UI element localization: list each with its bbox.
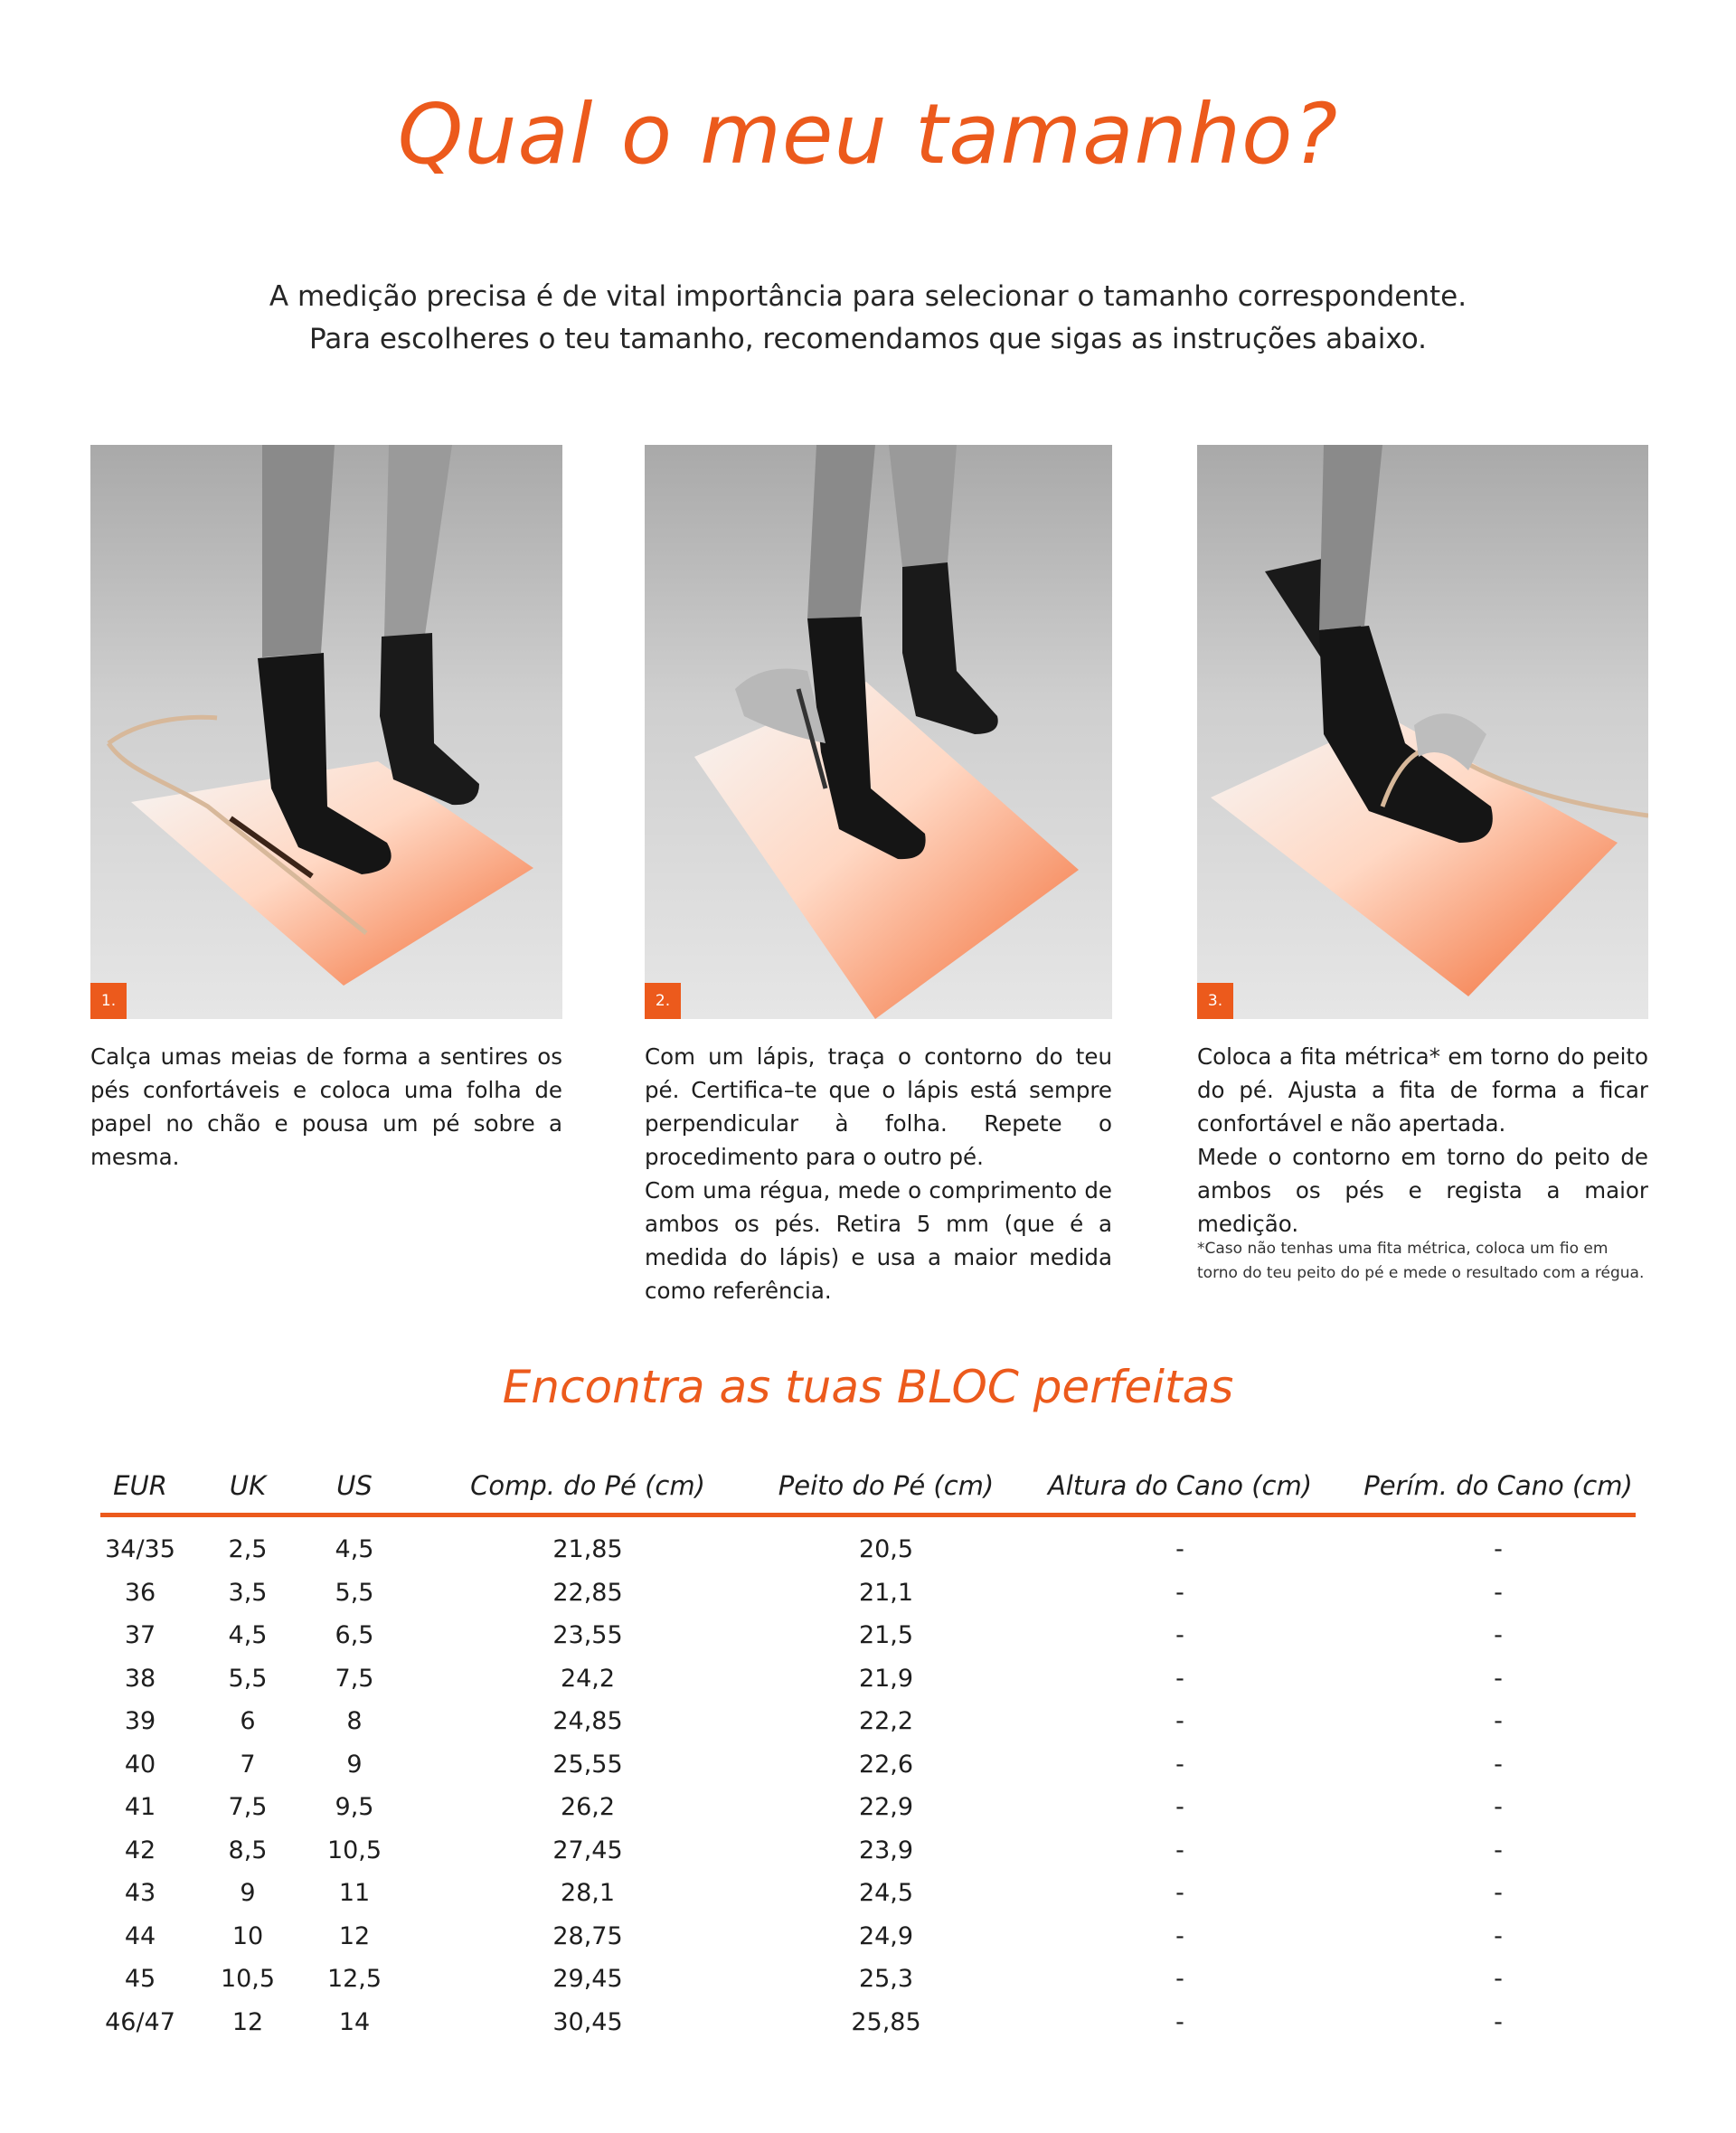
cell-us: 12,5 (326, 1965, 382, 1993)
cell-instep: 24,5 (858, 1879, 914, 1907)
cell-shaft-perimeter: - (1494, 2007, 1503, 2036)
step-2-text-1: Com um lápis, traça o contorno do teu pé. Certifica–te que o lápis está sempre perpendicular à folha. Repete o procedimento para o outro pé. (645, 1043, 1112, 1170)
cell-foot-length: 22,85 (552, 1578, 623, 1607)
table-row (0, 1528, 1736, 1571)
cell-instep: 22,9 (858, 1793, 914, 1821)
step-2-text-2: Com uma régua, mede o comprimento de ambos os pés. Retira 5 mm (que é a medida do lápis) e usa a maior medida como referência. (645, 1177, 1112, 1304)
cell-shaft-height: - (1175, 1921, 1184, 1950)
header-instep: Peito do Pé (cm) (778, 1470, 995, 1501)
cell-uk: 10 (231, 1921, 264, 1950)
cell-uk: 12 (231, 2007, 264, 2036)
cell-shaft-height: - (1175, 1965, 1184, 1993)
cell-shaft-height: - (1175, 2007, 1184, 2036)
cell-uk: 10,5 (220, 1965, 276, 1993)
cell-shaft-perimeter: - (1494, 1879, 1503, 1907)
cell-shaft-height: - (1175, 1750, 1184, 1779)
cell-uk: 5,5 (228, 1664, 268, 1693)
cell-eur: 34/35 (105, 1535, 175, 1563)
cell-us: 10,5 (326, 1836, 382, 1864)
size-table-title: Encontra as tuas BLOC perfeitas (502, 1361, 1234, 1413)
cell-foot-length: 23,55 (552, 1621, 623, 1649)
cell-shaft-height: - (1175, 1664, 1184, 1693)
cell-shaft-perimeter: - (1494, 1921, 1503, 1950)
header-eur: EUR (113, 1470, 167, 1501)
cell-eur: 42 (124, 1836, 156, 1864)
cell-eur: 41 (124, 1793, 156, 1821)
step-3-illustration (1197, 445, 1648, 1019)
cell-us: 12 (338, 1921, 371, 1950)
cell-shaft-height: - (1175, 1578, 1184, 1607)
header-shaft-perimeter: Perím. do Cano (cm) (1363, 1470, 1633, 1501)
cell-foot-length: 28,1 (560, 1879, 616, 1907)
cell-foot-length: 24,2 (560, 1664, 616, 1693)
cell-us: 8 (346, 1707, 363, 1735)
cell-shaft-perimeter: - (1494, 1750, 1503, 1779)
cell-uk: 7 (240, 1750, 256, 1779)
cell-uk: 7,5 (228, 1793, 268, 1821)
cell-shaft-perimeter: - (1494, 1965, 1503, 1993)
table-row (0, 1571, 1736, 1615)
size-table-header (0, 1463, 1736, 1508)
cell-instep: 22,6 (858, 1750, 914, 1779)
table-row (0, 1958, 1736, 2001)
cell-instep: 21,9 (858, 1664, 914, 1693)
cell-instep: 25,3 (858, 1965, 914, 1993)
cell-foot-length: 21,85 (552, 1535, 623, 1563)
cell-shaft-perimeter: - (1494, 1535, 1503, 1563)
cell-foot-length: 24,85 (552, 1707, 623, 1735)
cell-eur: 40 (124, 1750, 156, 1779)
cell-eur: 43 (124, 1879, 156, 1907)
cell-shaft-height: - (1175, 1879, 1184, 1907)
step-1-illustration (90, 445, 562, 1019)
cell-foot-length: 25,55 (552, 1750, 623, 1779)
table-row (0, 1915, 1736, 1958)
table-row (0, 1700, 1736, 1743)
header-foot-length: Comp. do Pé (cm) (470, 1470, 705, 1501)
cell-shaft-height: - (1175, 1707, 1184, 1735)
cell-eur: 45 (124, 1965, 156, 1993)
cell-us: 11 (338, 1879, 371, 1907)
table-row (0, 1614, 1736, 1657)
cell-instep: 23,9 (858, 1836, 914, 1864)
step-2-caption (645, 1040, 1112, 1307)
cell-us: 5,5 (335, 1578, 374, 1607)
step-2-illustration (645, 445, 1112, 1019)
cell-uk: 2,5 (228, 1535, 268, 1563)
step-2-badge: 2. (645, 983, 681, 1019)
table-row (0, 1872, 1736, 1915)
table-row (0, 1829, 1736, 1873)
cell-us: 9,5 (335, 1793, 374, 1821)
cell-instep: 20,5 (858, 1535, 914, 1563)
step-3-caption (1197, 1040, 1648, 1241)
cell-uk: 8,5 (228, 1836, 268, 1864)
cell-eur: 44 (124, 1921, 156, 1950)
cell-shaft-perimeter: - (1494, 1793, 1503, 1821)
cell-instep: 24,9 (858, 1921, 914, 1950)
cell-shaft-height: - (1175, 1836, 1184, 1864)
cell-uk: 4,5 (228, 1621, 268, 1649)
header-uk: UK (229, 1470, 267, 1501)
table-row (0, 1743, 1736, 1787)
cell-eur: 46/47 (105, 2007, 175, 2036)
table-row (0, 1657, 1736, 1701)
step-1-caption (90, 1040, 562, 1174)
cell-shaft-perimeter: - (1494, 1621, 1503, 1649)
cell-us: 7,5 (335, 1664, 374, 1693)
cell-foot-length: 29,45 (552, 1965, 623, 1993)
table-row (0, 2001, 1736, 2044)
cell-us: 4,5 (335, 1535, 374, 1563)
step-1-photo (90, 445, 562, 1019)
cell-foot-length: 27,45 (552, 1836, 623, 1864)
cell-instep: 21,5 (858, 1621, 914, 1649)
size-table-rule (100, 1513, 1636, 1517)
cell-shaft-perimeter: - (1494, 1707, 1503, 1735)
table-row (0, 1786, 1736, 1829)
step-3-text-1: Coloca a fita métrica* em torno do peito do pé. Ajusta a fita de forma a ficar confortável e não apertada. (1197, 1043, 1648, 1137)
cell-uk: 3,5 (228, 1578, 268, 1607)
cell-eur: 37 (124, 1621, 156, 1649)
step-2-photo (645, 445, 1112, 1019)
cell-shaft-height: - (1175, 1793, 1184, 1821)
cell-foot-length: 28,75 (552, 1921, 623, 1950)
page-title: Qual o meu tamanho? (397, 86, 1339, 183)
cell-eur: 39 (124, 1707, 156, 1735)
step-3-footnote: *Caso não tenhas uma fita métrica, coloca um fio em torno do teu peito do pé e mede o resultado com a régua. (1197, 1240, 1645, 1282)
cell-shaft-perimeter: - (1494, 1664, 1503, 1693)
cell-us: 6,5 (335, 1621, 374, 1649)
header-us: US (336, 1470, 373, 1501)
cell-shaft-perimeter: - (1494, 1578, 1503, 1607)
intro-text (0, 276, 1736, 361)
cell-us: 14 (338, 2007, 371, 2036)
cell-instep: 25,85 (851, 2007, 921, 2036)
cell-foot-length: 30,45 (552, 2007, 623, 2036)
intro-line-2: Para escolheres o teu tamanho, recomendamos que sigas as instruções abaixo. (308, 323, 1428, 355)
cell-eur: 38 (124, 1664, 156, 1693)
cell-instep: 22,2 (858, 1707, 914, 1735)
cell-shaft-height: - (1175, 1535, 1184, 1563)
cell-uk: 9 (240, 1879, 256, 1907)
header-shaft-height: Altura do Cano (cm) (1047, 1470, 1313, 1501)
step-3-text-2: Mede o contorno em torno do peito de ambos os pés e regista a maior medição. (1197, 1144, 1648, 1237)
intro-line-1: A medição precisa é de vital importância para selecionar o tamanho correspondente. (269, 280, 1467, 313)
cell-eur: 36 (124, 1578, 156, 1607)
cell-foot-length: 26,2 (560, 1793, 616, 1821)
step-3-photo (1197, 445, 1648, 1019)
size-table-body (0, 1528, 1736, 2043)
cell-us: 9 (346, 1750, 363, 1779)
cell-shaft-height: - (1175, 1621, 1184, 1649)
cell-instep: 21,1 (858, 1578, 914, 1607)
step-1-text: Calça umas meias de forma a sentires os pés confortáveis e coloca uma folha de papel no chão e pousa um pé sobre a mesma. (90, 1043, 562, 1170)
cell-uk: 6 (240, 1707, 256, 1735)
step-3-badge: 3. (1197, 983, 1233, 1019)
step-1-badge: 1. (90, 983, 127, 1019)
cell-shaft-perimeter: - (1494, 1836, 1503, 1864)
